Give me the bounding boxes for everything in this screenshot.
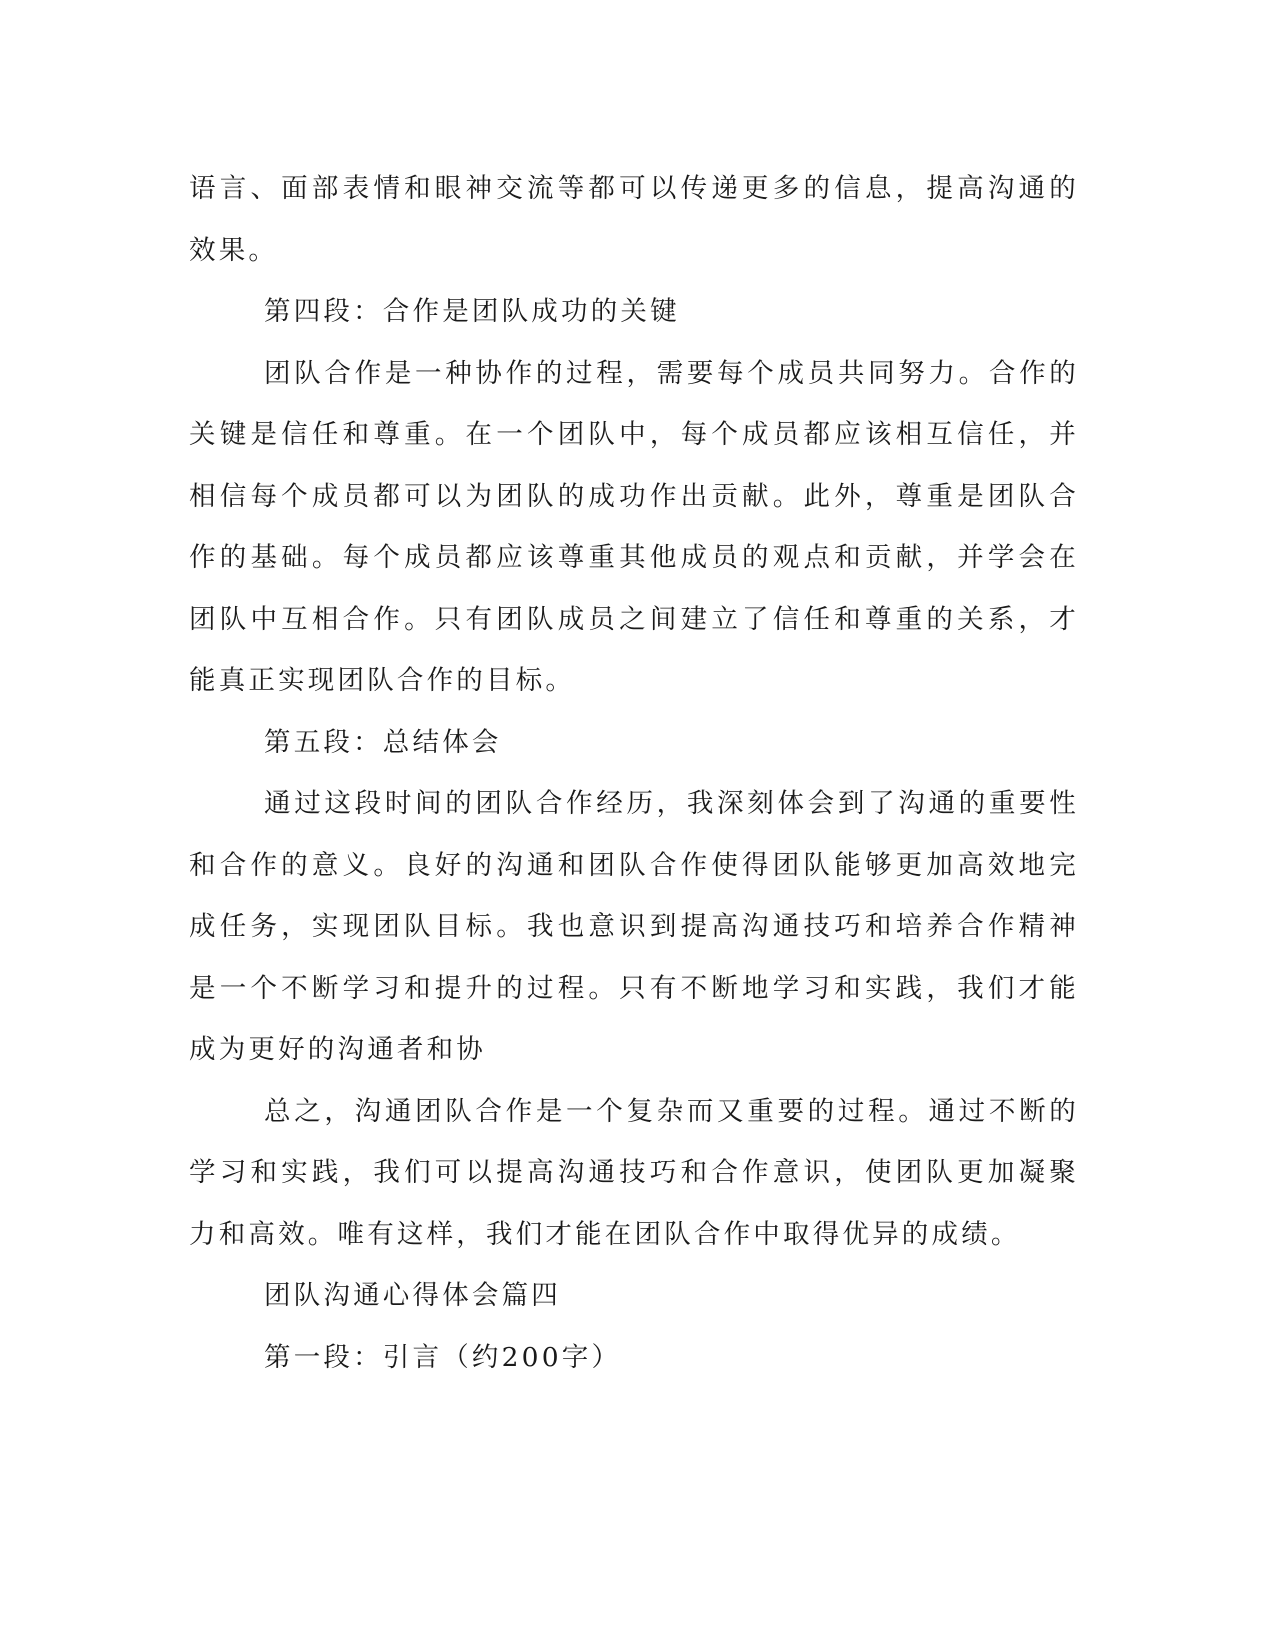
section-heading-5: 第五段：总结体会	[264, 726, 502, 758]
section-heading-4: 第四段：合作是团队成功的关键	[264, 296, 680, 327]
paragraph-summary: 通过这段时间的团队合作经历，我深刻体会到了沟通的重要性和合作的意义。良好的沟通和团队合作使得团队能够更加高效地完成任务，实现团队目标。我也意识到提高沟通技巧和培养合作精神是一个不断学习和提升的过程。只有不断地学习和实践，我们才能成为更好的沟通者和协	[189, 788, 1079, 1065]
document-body	[189, 158, 1079, 1388]
section-heading-1: 第一段：引言（约200字）	[264, 1341, 622, 1373]
article-title: 团队沟通心得体会篇四	[264, 1280, 561, 1311]
paragraph-continuation: 语言、面部表情和眼神交流等都可以传递更多的信息，提高沟通的效果。	[189, 173, 1079, 266]
paragraph-conclusion: 总之，沟通团队合作是一个复杂而又重要的过程。通过不断的学习和实践，我们可以提高沟通技巧和合作意识，使团队更加凝聚力和高效。唯有这样，我们才能在团队合作中取得优异的成绩。	[189, 1095, 1079, 1250]
paragraph-cooperation: 团队合作是一种协作的过程，需要每个成员共同努力。合作的关键是信任和尊重。在一个团队中，每个成员都应该相互信任，并相信每个成员都可以为团队的成功作出贡献。此外，尊重是团队合作的基础。每个成员都应该尊重其他成员的观点和贡献，并学会在团队中互相合作。只有团队成员之间建立了信任和尊重的关系，才能真正实现团队合作的目标。	[189, 357, 1079, 696]
